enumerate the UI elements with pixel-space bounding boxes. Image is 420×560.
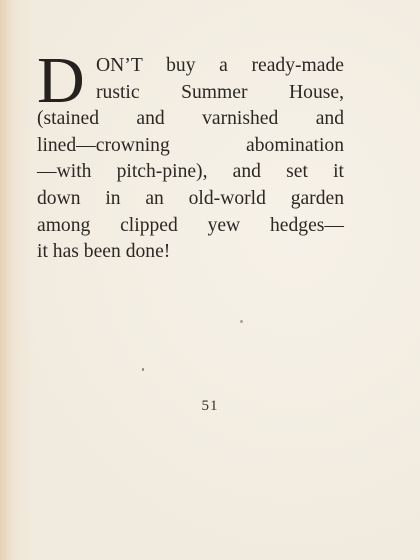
text-line-6: down in an old-world garden — [37, 187, 344, 209]
paper-speck — [142, 368, 144, 371]
text-line-8: it has been done! — [37, 241, 171, 263]
body-paragraph — [37, 44, 344, 266]
paper-speck — [240, 320, 243, 323]
page-number: 51 — [201, 398, 219, 414]
text-line-1: ON’T buy a ready-made — [96, 55, 344, 76]
text-line-2: rustic Summer House, — [96, 81, 344, 103]
text-line-3: (stained and varnished and — [37, 108, 344, 130]
drop-cap: D — [37, 44, 85, 117]
text-line-5: —with pitch-pine), and set it — [37, 161, 344, 183]
text-line-4: lined—crowning abomination — [37, 134, 344, 156]
text-line-7: among clipped yew hedges— — [37, 214, 344, 236]
